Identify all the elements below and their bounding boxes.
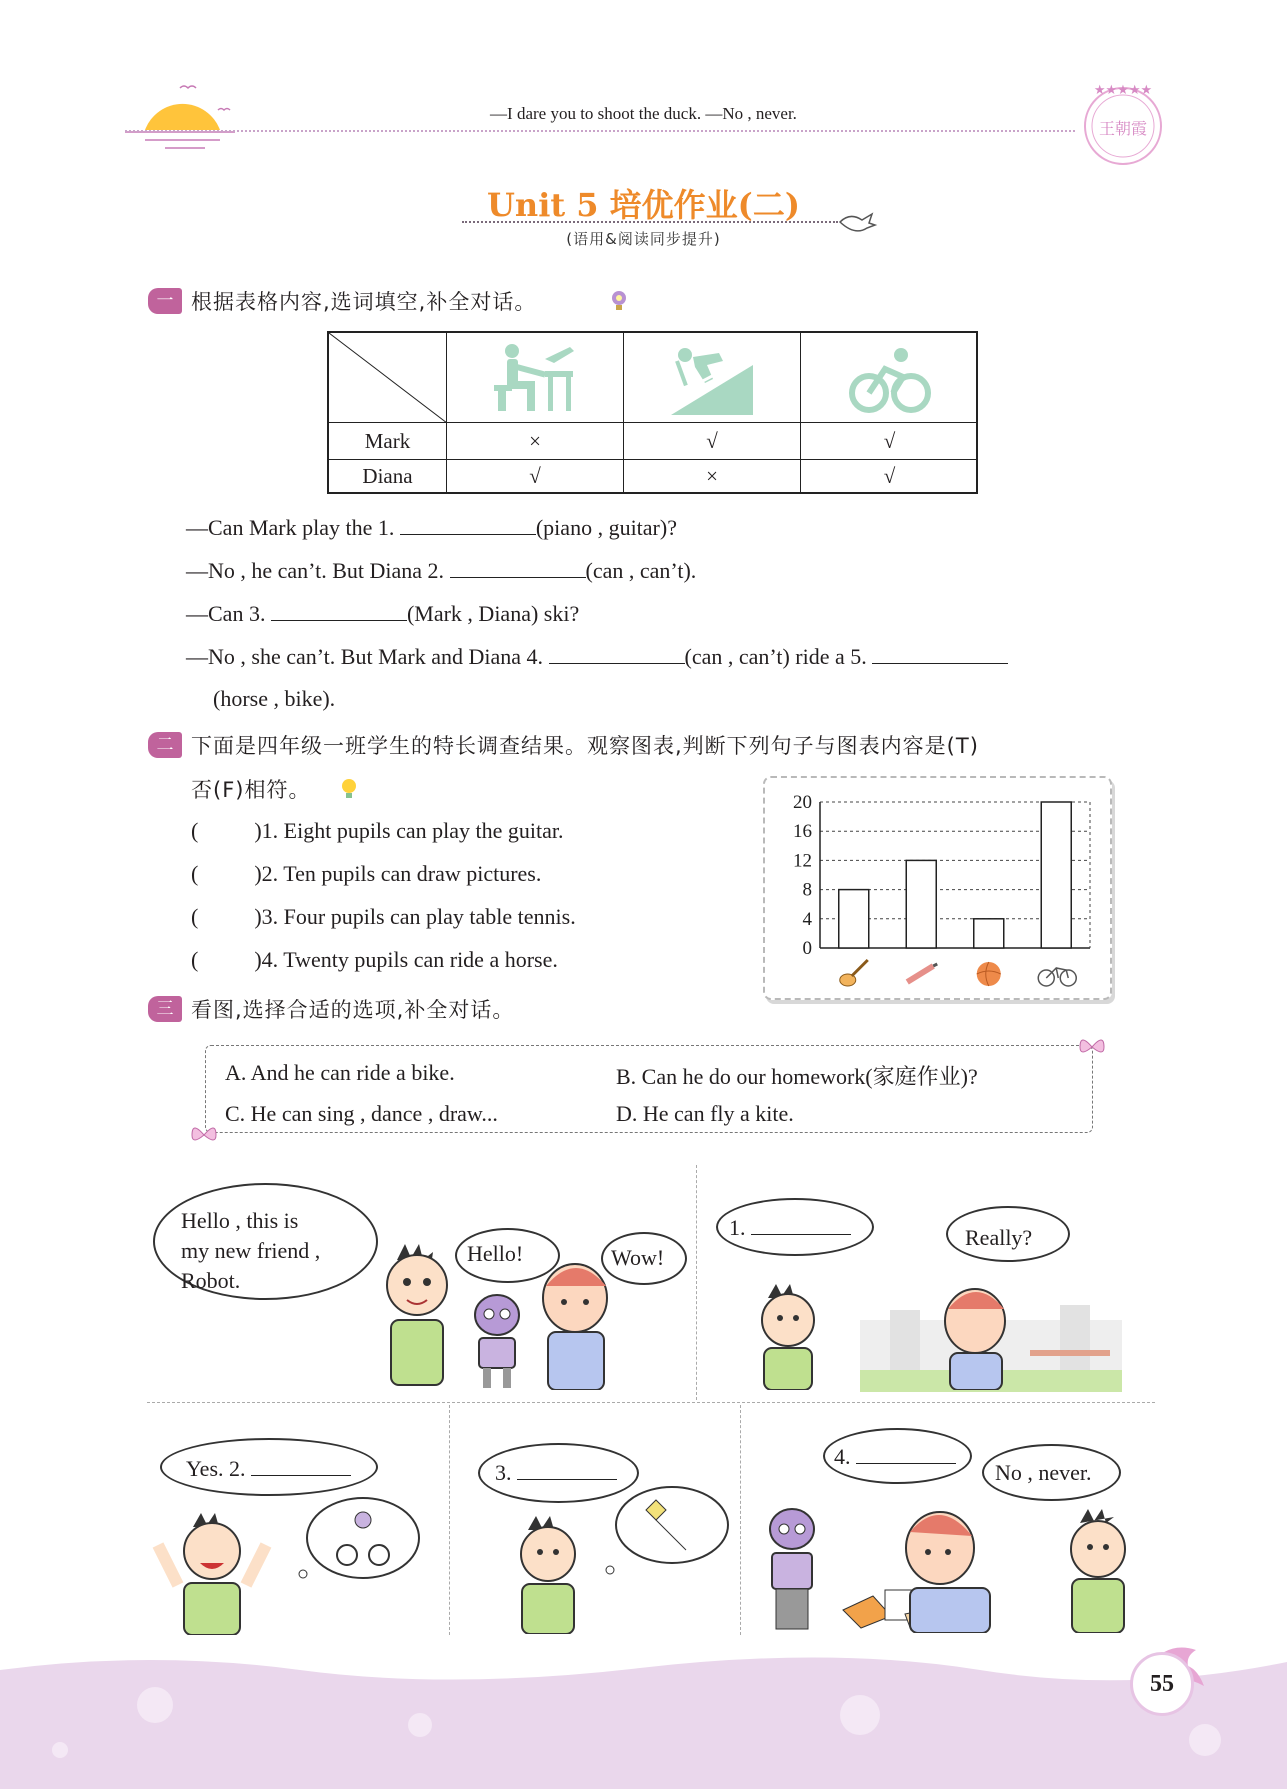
blank-number: 4. <box>834 1444 851 1469</box>
section-1-badge: 一 <box>148 288 182 314</box>
robot-illustration <box>465 1290 530 1390</box>
chart-y-tick-label: 16 <box>793 821 812 843</box>
line-choices: (can , can’t) ride a 5. <box>684 644 873 669</box>
line-text: —Can 3. <box>186 601 271 626</box>
answer-blank-2[interactable] <box>450 557 586 578</box>
bubble-text: Robot. <box>181 1268 241 1293</box>
happy-boy-illustration <box>148 1505 278 1635</box>
question-line-1 <box>186 514 677 541</box>
comic-divider <box>740 1405 741 1635</box>
answer-blank-3[interactable] <box>271 600 407 621</box>
chart-y-tick-label: 0 <box>802 938 812 959</box>
svg-text:★★★★★: ★★★★★ <box>1093 83 1153 98</box>
tf-text: )4. Twenty pupils can ride a horse. <box>254 947 558 972</box>
answer-blank-5[interactable] <box>872 643 1008 664</box>
option-a: A. And he can ride a bike. <box>225 1060 455 1085</box>
chart-y-tick-label: 20 <box>793 792 812 813</box>
question-line-3 <box>186 600 579 627</box>
chart-y-tick-label: 4 <box>802 908 812 930</box>
page-subtitle: (语用&阅读同步提升) <box>566 230 721 248</box>
boy-character-illustration <box>748 1280 828 1390</box>
butterfly-icon <box>1078 1036 1106 1058</box>
comic-answer-blank-1[interactable] <box>751 1216 851 1235</box>
tf-item <box>191 861 541 887</box>
comic-answer-blank-4[interactable] <box>856 1445 956 1464</box>
line-choices: (can , can’t). <box>585 558 697 583</box>
line-text: —Can Mark play the 1. <box>186 515 400 540</box>
section-2-instruction-cont: 否(F)相符。 <box>191 778 311 802</box>
bald-boy-illustration <box>530 1260 620 1390</box>
question-line-4 <box>186 643 1008 670</box>
svg-text:王朝霞: 王朝霞 <box>1098 119 1148 138</box>
section-3-instruction: 看图,选择合适的选项,补全对话。 <box>191 998 515 1022</box>
tf-paren: ( <box>191 904 199 929</box>
bubble-text: Hello! <box>467 1241 524 1266</box>
chart-bar <box>974 919 1004 948</box>
option-d: D. He can fly a kite. <box>616 1101 794 1126</box>
chart-bar <box>839 890 869 948</box>
answer-blank-1[interactable] <box>400 514 536 535</box>
line-choices: (piano , guitar)? <box>535 515 677 540</box>
robot-illustration <box>750 1505 845 1633</box>
guitar-icon <box>840 960 868 986</box>
thought-bubble-kite-illustration <box>596 1480 736 1580</box>
table-row-name: Mark <box>329 423 447 460</box>
tf-text: )3. Four pupils can play table tennis. <box>254 904 576 929</box>
comic-answer-blank-3[interactable] <box>517 1461 617 1480</box>
comic-divider <box>696 1165 697 1400</box>
lightbulb-icon <box>608 288 630 314</box>
chart-frame <box>763 776 1112 1000</box>
butterfly-icon <box>190 1124 218 1146</box>
table-header-bike <box>801 333 978 423</box>
chart-y-tick-label: 12 <box>793 850 812 872</box>
blank-label: Yes. 2. <box>186 1456 246 1481</box>
page-title: Unit 5 培优作业(二) <box>487 186 800 224</box>
title-divider <box>462 221 838 223</box>
comic-divider <box>449 1405 450 1635</box>
table-cell-mark: √ <box>883 464 896 488</box>
bald-boy-illustration <box>930 1285 1020 1390</box>
line-text: —No , he can’t. But Diana 2. <box>186 558 450 583</box>
bubble-text: Hello , this is <box>181 1208 299 1233</box>
tf-item <box>191 818 564 844</box>
tf-text: )2. Ten pupils can draw pictures. <box>254 861 542 886</box>
bubble-text <box>729 1213 851 1243</box>
bubble-text: my new friend , <box>181 1238 321 1263</box>
question-line-5: (horse , bike). <box>213 686 336 711</box>
table-header-piano <box>447 333 624 423</box>
table-cell-mark: √ <box>624 423 801 460</box>
bar-chart <box>765 778 1110 998</box>
lightbulb-icon <box>338 776 360 802</box>
option-b: B. Can he do our homework(家庭作业)? <box>616 1064 978 1089</box>
comic-answer-blank-2[interactable] <box>251 1457 351 1476</box>
table-cell-mark: × <box>447 423 624 460</box>
skills-table <box>327 331 978 494</box>
bubble-text: Wow! <box>611 1245 665 1270</box>
tf-text: )1. Eight pupils can play the guitar. <box>254 818 564 843</box>
table-cell-mark: × <box>624 460 801 492</box>
table-header-ski <box>624 333 801 423</box>
thinking-boy-illustration <box>498 1512 598 1634</box>
answer-blank-4[interactable] <box>549 643 685 664</box>
table-corner-cell <box>329 333 447 423</box>
bubble-text <box>186 1454 351 1484</box>
table-cell-mark: √ <box>801 423 978 460</box>
thought-bubble-bike-illustration <box>295 1490 425 1585</box>
skier-icon <box>667 339 757 419</box>
tf-paren: ( <box>191 818 199 843</box>
ball-icon <box>977 962 1001 986</box>
chart-y-tick-label: 8 <box>802 879 812 901</box>
table-row-name: Diana <box>329 460 447 492</box>
brand-seal-logo <box>1078 78 1168 166</box>
table-cell-mark: √ <box>447 460 624 492</box>
blank-number: 1. <box>729 1215 746 1240</box>
bubble-text: Really? <box>965 1225 1033 1250</box>
bicycle-icon <box>845 339 935 419</box>
line-choices: (Mark , Diana) ski? <box>406 601 580 626</box>
bubble-text: No , never. <box>995 1460 1092 1485</box>
comic-divider <box>147 1402 1155 1403</box>
chart-bar <box>906 860 936 948</box>
tf-item <box>191 947 558 973</box>
pencil-icon <box>907 964 937 982</box>
boy-character-illustration <box>375 1240 465 1390</box>
section-1-instruction: 根据表格内容,选词填空,补全对话。 <box>191 290 537 314</box>
footer-background <box>0 1640 1287 1789</box>
worried-boy-illustration <box>1058 1505 1143 1633</box>
tf-paren: ( <box>191 861 199 886</box>
option-c: C. He can sing , dance , draw... <box>225 1101 498 1126</box>
section-2-instruction: 下面是四年级一班学生的特长调查结果。观察图表,判断下列句子与图表内容是(T) <box>191 734 979 758</box>
blank-number: 3. <box>495 1460 512 1485</box>
bubble-text <box>834 1442 956 1472</box>
question-line-2 <box>186 557 696 584</box>
line-text: —No , she can’t. But Mark and Diana 4. <box>186 644 549 669</box>
bald-boy-illustration <box>880 1508 1010 1633</box>
header-divider <box>125 130 1075 132</box>
piano-player-icon <box>490 339 580 419</box>
section-2-badge: 二 <box>148 732 182 758</box>
tf-item <box>191 904 576 930</box>
page-number: 55 <box>1130 1652 1194 1716</box>
bicycle-icon <box>1038 968 1076 986</box>
section-3-badge: 三 <box>148 996 182 1022</box>
tf-paren: ( <box>191 947 199 972</box>
header-motto: —I dare you to shoot the duck. —No , never. <box>490 104 797 123</box>
chart-bar <box>1041 802 1071 948</box>
